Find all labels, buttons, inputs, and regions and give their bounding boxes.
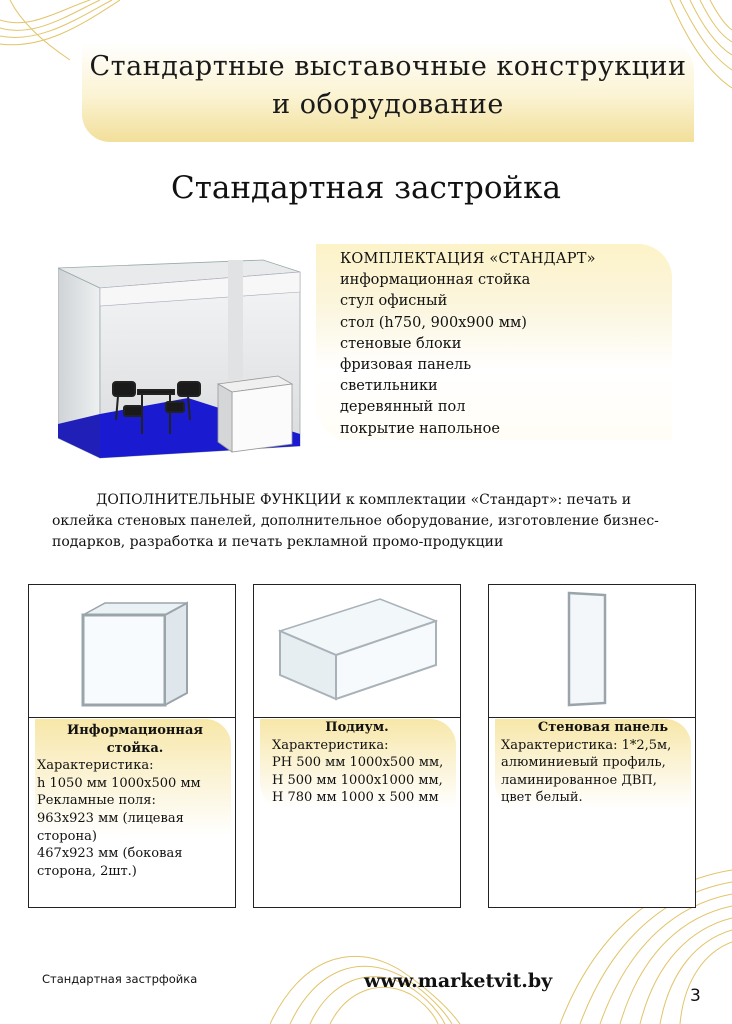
card-line: ламинированное ДВП,	[501, 772, 657, 788]
card-line: цвет белый.	[501, 790, 583, 806]
kit-item: стол (h750, 900х900 мм)	[340, 314, 527, 331]
card-line: Характеристика: 1*2,5м,	[501, 737, 672, 753]
card-line: h 1050 мм 1000х500 мм	[37, 775, 201, 791]
card-separator	[29, 717, 235, 718]
website-link[interactable]: www.marketvit.by	[364, 970, 553, 992]
kit-item: деревянный пол	[340, 399, 466, 416]
kit-item: информационная стойка	[340, 272, 531, 289]
kit-title: КОМПЛЕКТАЦИЯ «СТАНДАРТ»	[340, 251, 596, 267]
card-podium	[253, 584, 461, 908]
card-line: Н 780 мм 1000 х 500 мм	[272, 790, 439, 806]
section-subtitle: Стандартная застройка	[170, 170, 562, 206]
title-line-2: и оборудование	[272, 89, 504, 120]
kit-item: стул офисный	[340, 293, 448, 310]
card-info-stand	[28, 584, 236, 908]
card-text	[501, 719, 691, 807]
extra-functions-heading: ДОПОЛНИТЕЛЬНЫЕ ФУНКЦИИ	[96, 492, 342, 508]
page-title	[82, 48, 694, 124]
kit-item: покрытие напольное	[340, 420, 500, 437]
wall-panel-image	[565, 589, 611, 709]
card-line: Н 500 мм 1000х1000 мм,	[272, 772, 443, 788]
card-separator	[489, 717, 695, 718]
card-line: сторона)	[37, 828, 97, 844]
kit-list	[340, 249, 596, 440]
card-title: Информационная стойка.	[67, 723, 203, 756]
card-line: сторона, 2шт.)	[37, 863, 137, 879]
footer-caption: Стандартная застрфойка	[42, 972, 198, 986]
card-line: 467х923 мм (боковая	[37, 846, 183, 862]
card-line: Рекламные поля:	[37, 793, 156, 809]
title-line-1: Стандартные выставочные конструкции	[89, 51, 687, 82]
page-number: 3	[690, 986, 701, 1006]
card-line: Характеристика:	[272, 737, 389, 753]
card-line: Характеристика:	[37, 758, 154, 774]
card-title: Стеновая панель	[537, 720, 669, 735]
extra-functions-paragraph	[52, 490, 682, 553]
kit-item: светильники	[340, 378, 438, 395]
card-line: 963х923 мм (лицевая	[37, 810, 184, 826]
standard-booth-image	[58, 258, 304, 476]
card-title: Подиум.	[325, 720, 389, 735]
info-stand-image	[77, 599, 193, 709]
extra-functions-text: к комплектации «Стандарт»: печать и оклейка стеновых панелей, дополнительное оборудование, изготовление бизнес-подарков, разработка и печать рекламной промо-продукции	[52, 492, 659, 550]
card-line: алюминиевый профиль,	[501, 755, 666, 771]
card-line: РН 500 мм 1000х500 мм,	[272, 755, 444, 771]
podium-image	[276, 595, 440, 703]
card-text	[37, 722, 233, 880]
kit-item: фризовая панель	[340, 357, 472, 374]
card-text	[272, 719, 456, 807]
card-wall-panel	[488, 584, 696, 908]
kit-item: стеновые блоки	[340, 335, 462, 352]
card-separator	[254, 717, 460, 718]
